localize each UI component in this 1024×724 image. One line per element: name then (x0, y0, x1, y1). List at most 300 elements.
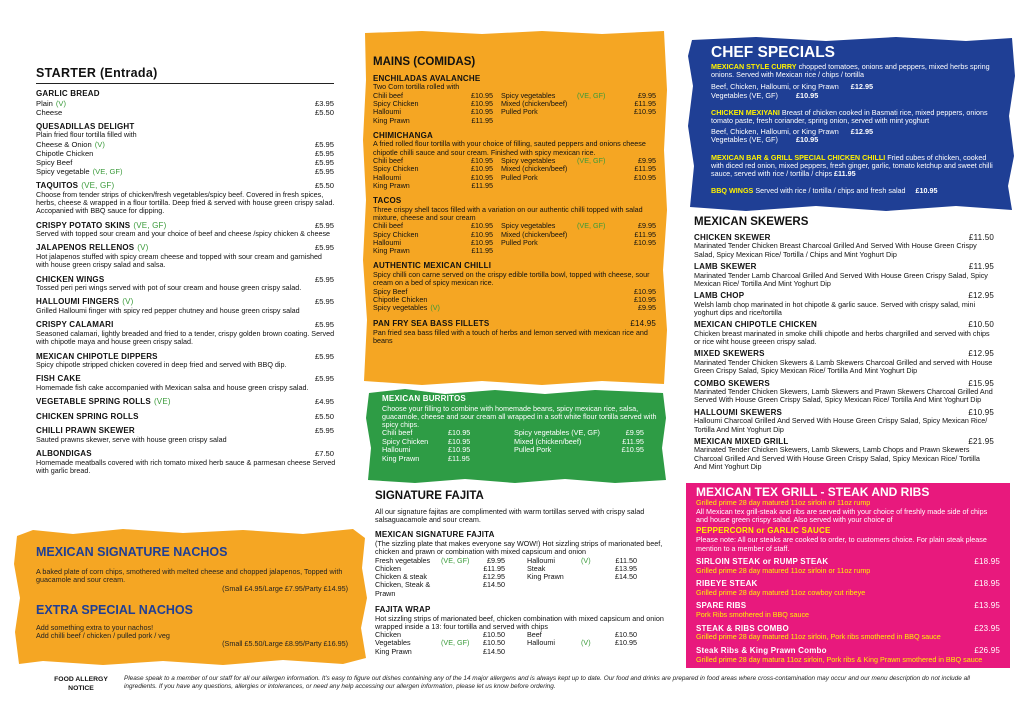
mains-row-tag (577, 100, 619, 108)
starter-item-name: CHICKEN SPRING ROLLS (36, 411, 139, 421)
mains-row-tag: (VE, GF) (577, 90, 606, 100)
starter-item-name: FISH CAKE (36, 374, 81, 384)
starter-item-name: HALLOUMI FINGERS (36, 297, 120, 307)
starter-line-label: Chipotle Chicken (36, 148, 94, 158)
starter-line-tag: (V) (94, 139, 105, 149)
starter-item (36, 374, 336, 392)
allergy-text: Please speak to a member of our staff for all our allergen information. It's easy to figure out dishes containing any of the 14 major allergens and is always kept up to date. Our food and drinks are prepared in food areas where cross-contamination may occur and our menu description do not include all ingredients. If you have any questions, allergies or intolerances, or need any help accessing our allergen information, please let us know before ordering. (124, 675, 970, 691)
fajita-row-tag2 (581, 565, 597, 573)
nachos-price: (Small £4.95/Large £7.95/Party £14.95) (222, 583, 348, 593)
starter-item-name: CRISPY POTATO SKINS (36, 220, 131, 230)
fajita-row-item: Chicken, Steak & Prawn (375, 580, 431, 598)
starter-item-name: JALAPENOS RELLENOS (36, 243, 135, 253)
skewers-title: MEXICAN SKEWERS (694, 216, 809, 228)
starter-item-name-wrap (36, 89, 100, 99)
allergy-label-2: NOTICE (68, 684, 94, 692)
allergy-label (48, 676, 114, 694)
starter-item-name-wrap (36, 397, 171, 407)
tex-price: £26.95 (974, 645, 1000, 655)
mains-row-tag (577, 165, 619, 173)
chef-i1-desc: chopped tomatoes, onions and peppers, mixed herbs spring onions. Served with Mexican rice / chips / tortilla (711, 61, 990, 80)
tex-name: STEAK & RIBS COMBO (696, 623, 789, 633)
skewer-desc: Marinated Tender Lamb Charcoal Grilled And Served With House Green Crispy Salad, Spicy Mexican Rice/ Tortilla And Mint Yoghurt Dip (694, 270, 988, 288)
mains-row-price2: £10.95 (634, 107, 656, 117)
starter-line-label-wrap (36, 149, 93, 158)
mains-row-gap (493, 165, 501, 173)
mains-row-price: £10.95 (471, 98, 493, 108)
mains-row-price: £10.95 (471, 90, 493, 100)
burrito-row-price: £10.95 (448, 428, 471, 438)
starter-item-price: £5.95 (314, 426, 334, 436)
skewer-item (694, 233, 994, 259)
mains-row-tag (577, 117, 619, 125)
burrito-row-price2 (614, 455, 644, 463)
fajita-row-price: £11.95 (483, 563, 505, 573)
skewer-price: £12.95 (968, 291, 994, 301)
starter-line-label: Cheese (36, 107, 63, 117)
fajita-row-item: Chicken & steak (375, 572, 427, 582)
extra-nachos-title: EXTRA SPECIAL NACHOS (36, 602, 193, 617)
fajita-row-price2: £14.50 (615, 572, 637, 582)
mains-row-price: £11.95 (471, 115, 493, 125)
starter-line-label-wrap (36, 158, 72, 167)
starter-item-line (36, 108, 336, 117)
mains-row-price2: £10.95 (634, 172, 656, 182)
tex-price: £23.95 (974, 623, 1000, 633)
fajita-s1-desc: (The sizzling plate that makes everyone say WOW!) Hot sizzling strips of marionated beef, chicken and prawn or combination with mixed capsicum and onion (375, 538, 663, 557)
fajita-row (375, 648, 665, 656)
mains-row-price2: £11.95 (634, 98, 656, 108)
mains-row (373, 174, 656, 182)
mains-dish-name: CHIMICHANGA (373, 130, 433, 140)
tex-list (696, 558, 1000, 664)
chef-i3-name: MEXICAN BAR & GRILL SPECIAL CHICKEN CHILLI (711, 152, 886, 162)
starter-item-name: QUESADILLAS DELIGHT (36, 121, 135, 131)
starter-line-price: £5.95 (314, 167, 334, 177)
starter-line-label-wrap (36, 99, 66, 108)
chef-i4-desc: Served with rice / tortilla / chips and fresh salad (753, 186, 906, 196)
skewer-price: £11.95 (968, 261, 994, 271)
skewer-desc: Marinated Tender Chicken Skewers & Lamb Skewers Charcoal Grilled and served with House Green Crispy Salad, Spicy Mexican Rice/ Tortilla And Mint Yoghurt Dip (694, 358, 993, 376)
fajita-row-item2: Beef (527, 630, 542, 640)
mains-row-price2: £9.95 (638, 90, 656, 100)
mains-row-price: £10.95 (471, 155, 493, 165)
tex-name: SIRLOIN STEAK or RUMP STEAK (696, 556, 829, 566)
chef-title: CHEF SPECIALS (711, 44, 836, 61)
fajita-s2-rows (375, 631, 665, 656)
starter-item-desc: Choose from tender strips of chicken/fresh vegetables/spicy beef. Covered in fresh spices, herbs, cheese & wrapped in a flour tortilla. Deep fried & served with house green crispy salad. Accopanied with BBQ sauce for dipping. (36, 189, 335, 216)
chef-i3-price: £11.95 (834, 169, 856, 179)
skewer-price: £10.95 (968, 407, 994, 417)
starter-item-price: £4.95 (314, 397, 334, 407)
chef-i2-ap: £12.95 (850, 126, 874, 136)
fajita-row-tag2 (581, 573, 597, 581)
mains-row-item: Chili beef (373, 221, 403, 231)
chilli-row-label: Spicy vegetables (373, 303, 428, 313)
starter-item-price: £5.50 (314, 181, 334, 191)
mains-row (373, 247, 656, 255)
skewer-name: LAMB SKEWER (694, 261, 757, 271)
skewer-desc: Halloumi Charcoal Grilled And Served With House Green Crispy Salad, Spicy Mexican Rice/ Tortilla And Mint Yoghurt Dip (694, 416, 988, 434)
skewer-item (694, 408, 994, 434)
starter-item-tag: (V) (137, 243, 149, 253)
mains-title: MAINS (COMIDAS) (373, 56, 476, 68)
fajita-row-tag (441, 573, 475, 581)
starter-item-desc: Grilled Halloumi finger with spicy red pepper chutney and house green crispy salad (36, 306, 300, 316)
chef-section (711, 44, 1001, 196)
starter-item-desc: Tossed peri peri wings served with pot of sour cream and house green crispy salad. (36, 283, 302, 293)
mains-row-price2: £9.95 (638, 155, 656, 165)
starter-item-price: £5.50 (314, 411, 334, 421)
starter-item-line (36, 167, 336, 176)
starter-item (36, 449, 336, 475)
mains-row-item2 (501, 247, 577, 255)
chef-i2-name: CHICKEN MEXIYANI (711, 108, 780, 118)
fajita-row-item2: Halloumi (527, 638, 555, 648)
tex-item (696, 602, 1000, 619)
fajita-row-price: £14.50 (483, 580, 505, 590)
starter-section (36, 66, 336, 480)
starter-line-label-wrap (36, 108, 62, 117)
mains-row-gap (493, 231, 501, 239)
mains-row-item2: Spicy vegetables (501, 90, 556, 100)
mains-row-price: £10.95 (471, 237, 493, 247)
skewer-name: COMBO SKEWERS (694, 378, 770, 388)
tex-item (696, 580, 1000, 597)
tex-price: £13.95 (974, 601, 1000, 611)
skewer-price: £11.50 (968, 232, 994, 242)
mains-dish-desc: Two Corn tortilla rolled with (373, 82, 460, 92)
mains-row (373, 239, 656, 247)
mains-row-item2: Mixed (chicken/beef) (501, 229, 568, 239)
starter-item-name: CHICKEN WINGS (36, 274, 105, 284)
mains-row-item2 (501, 182, 577, 190)
burrito-row-gap (500, 429, 514, 437)
starter-item-name: TAQUITOS (36, 181, 79, 191)
burrito-row-item: Chili beef (382, 428, 413, 438)
mains-row-item: Chili beef (373, 155, 403, 165)
mains-row-price: £10.95 (471, 229, 493, 239)
starter-item (36, 181, 336, 215)
fajita-row-price2 (597, 648, 637, 656)
fajita-row-tag: (VE, GF) (441, 555, 470, 565)
fajita-row-tag (441, 581, 475, 598)
mains-row-item: Halloumi (373, 107, 401, 117)
starter-line-label-wrap (36, 167, 123, 176)
fajita-row-price: £12.95 (483, 572, 505, 582)
starter-item-line (36, 140, 336, 149)
starter-item-price: £5.95 (314, 243, 334, 253)
burrito-row-item: Halloumi (382, 445, 411, 455)
mains-row-price: £10.95 (471, 172, 493, 182)
fajita-row-gap (505, 639, 527, 647)
mains-dish-desc: Three crispy shell tacos filled with a variation on our authentic chilli topped with salad mixture, cheese and sour cream (373, 204, 643, 222)
mains-row (373, 108, 656, 116)
skewer-desc: Marinated Tender Chicken Skewers, Lamb Skewers, Lamb Chops and Prawn Skewers Charcoal Grilled And Served With House Green Crispy Salad, Spicy Mexican Rice/ Tortilla And Mint Yoghurt Dip (694, 445, 980, 472)
fajita-row-price2: £13.95 (615, 563, 637, 573)
fajita-row-price: £10.50 (483, 630, 505, 640)
starter-line-tag: (VE, GF) (92, 167, 123, 177)
fajita-row-price2 (597, 581, 637, 598)
mains-row-item: Chili beef (373, 90, 403, 100)
fajita-row (375, 639, 665, 647)
mains-row-item: Halloumi (373, 237, 401, 247)
burrito-row-item2: Mixed (chicken/beef) (514, 436, 582, 446)
burrito-row-gap (500, 455, 514, 463)
mains-dish (373, 74, 656, 125)
starter-item (36, 221, 336, 239)
tex-desc: Grilled prime 28 day matured 11oz sirloin, Pork ribs smothered in BBQ sauce (696, 632, 941, 642)
fajita-row-gap (505, 581, 527, 598)
mains-row-item2: Pulled Pork (501, 237, 538, 247)
starter-line-label: Spicy vegetable (36, 167, 90, 177)
burritos-title: MEXICAN BURRITOS (382, 394, 466, 403)
mains-row-price2: £11.95 (634, 164, 656, 174)
burrito-row (382, 446, 657, 454)
nachos-desc: A baked plate of corn chips, smothered with melted cheese and chopped jalapenos, Topped with guacamole and sour cream. (36, 567, 343, 585)
starter-line-price: £3.95 (314, 98, 334, 108)
fajita-row-item: Fresh vegetables (375, 555, 431, 565)
tex-note: Please note: All our steaks are cooked to order, to customers choice. For plain steak please mention to a member of staff. (696, 535, 987, 553)
skewer-price: £21.95 (968, 436, 994, 446)
chef-i2-b: Vegetables (VE, GF) (711, 135, 778, 145)
fajita-row (375, 581, 665, 598)
mains-row-item2: Pulled Pork (501, 172, 538, 182)
mains-row-gap (493, 117, 501, 125)
mains-row-item: Spicy Chicken (373, 229, 419, 239)
mains-row-gap (493, 247, 501, 255)
mains-dish-desc: A fried rolled flour tortilla with your choice of filling, sauted peppers and onions cheese chipotle chilli sauce and sour cream. Finished with spicy mexican rice. (373, 139, 646, 157)
fajita-row-price2: £10.50 (615, 630, 637, 640)
skewer-desc: Marinated Tender Chicken Skewers, Lamb Skewers and Prawn Skewers Charcoal Grilled And Served With House Green Crispy Salad, Spicy Mexican Rice/ Tortilla And Mint Yoghurt Dip (694, 387, 993, 405)
tex-name: Steak Ribs & King Prawn Combo (696, 645, 827, 655)
mains-row-item2: Mixed (chicken/beef) (501, 164, 568, 174)
burritos-desc: Choose your filling to combine with homemade beans, spicy mexican rice, salsa, guacamole, cheese and sour cream all wrapped in a soft white flour tortilla served with spicy chips. (382, 403, 657, 430)
skewer-desc: Chicken breast marinated in smoke chilli chipotle and herbs chargrilled and served with chips or rice wiht house greeen crispy salad. (694, 328, 990, 347)
fajita-row-item: Chicken (375, 630, 401, 640)
mains-row-tag (577, 231, 619, 239)
skewer-desc: Marinated Tender Chicken Breast Charcoal Grilled And Served With House Green Crispy Salad, Spicy Mexican Rice/ Tortilla / Chips and Mint Yoghurt Dip (694, 241, 977, 259)
starter-line-tag: (V) (55, 98, 67, 108)
skewer-item (694, 291, 994, 317)
starter-item-price: £5.95 (314, 297, 334, 307)
chilli-row-label-wrap (373, 304, 443, 312)
starter-item-line (36, 158, 336, 167)
skewer-name: CHICKEN SKEWER (694, 232, 771, 242)
starter-list (36, 89, 336, 475)
skewer-price: £15.95 (968, 378, 994, 388)
burrito-row-item2: Pulled Pork (514, 445, 552, 455)
extra-nachos-desc-b: Add chilli beef / chicken / pulled pork / veg (36, 631, 170, 641)
starter-item-head (36, 89, 336, 99)
skewers-section (694, 216, 994, 474)
nachos-section (36, 545, 348, 649)
chilli-row-label: Chipotle Chicken (373, 294, 428, 304)
starter-item-price: £5.95 (314, 274, 334, 284)
fajita-row-price: £10.50 (483, 638, 505, 648)
tex-intro2: All Mexican tex grill-steak and ribs are served with your choice of freshly made side of chips and house green crispy salad. Also served with your choice of (696, 506, 988, 524)
extra-nachos-price: (Small £5.50/Large £8.95/Party £16.95) (222, 639, 348, 649)
mains-row-item: King Prawn (373, 115, 410, 125)
starter-item-desc: Served with topped sour cream and your choice of beef and cheese /spicy chicken & cheese (36, 229, 331, 239)
mains-row-item: Spicy Chicken (373, 98, 419, 108)
mains-row-price2: £11.95 (634, 229, 656, 239)
starter-item-desc: Spicy chipotle stripped chicken covered in deep fried and served with BBQ dip. (36, 360, 287, 370)
tex-title: MEXICAN TEX GRILL - STEAK AND RIBS (696, 485, 930, 499)
tex-price: £18.95 (974, 579, 1000, 589)
fajita-row-tag: (VE, GF) (441, 638, 470, 648)
chilli-row-tag: (V) (430, 303, 440, 313)
burrito-row-price: £10.95 (448, 436, 471, 446)
starter-item (36, 397, 336, 407)
fajita-row-item2: King Prawn (527, 572, 564, 582)
starter-item (36, 275, 336, 293)
burrito-row-price2: £9.95 (625, 428, 644, 438)
mains-row-tag: (VE, GF) (577, 221, 606, 231)
starter-item (36, 412, 336, 422)
mains-row-gap (493, 222, 501, 230)
mains-row-tag (577, 108, 619, 116)
fajita-row-tag (441, 565, 475, 573)
fajita-row-item: King Prawn (375, 646, 412, 656)
burrito-row-price: £11.95 (448, 453, 470, 463)
chef-i1-name: MEXICAN STYLE CURRY (711, 61, 797, 71)
mains-row-item2: Mixed (chicken/beef) (501, 98, 568, 108)
fajita-row-price: £9.95 (487, 555, 505, 565)
tex-section (696, 486, 1000, 664)
fajita-section (375, 490, 665, 656)
mains-row-tag (577, 174, 619, 182)
mains-row-price2: £10.95 (634, 237, 656, 247)
starter-item-name: MEXICAN CHIPOTLE DIPPERS (36, 351, 158, 361)
mains-row-item2: Pulled Pork (501, 107, 538, 117)
tex-item (696, 558, 1000, 575)
starter-item (36, 297, 336, 315)
fajita-row-price: £14.50 (483, 646, 505, 656)
starter-item-price: £7.50 (314, 449, 334, 459)
mains-row-tag (577, 182, 619, 190)
skewer-name: MIXED SKEWERS (694, 349, 765, 359)
starter-item-name: CRISPY CALAMARI (36, 320, 114, 330)
burrito-row-item2 (514, 455, 614, 463)
skewer-name: LAMB CHOP (694, 291, 745, 301)
mains-list (373, 74, 656, 256)
mains-row-item: Halloumi (373, 172, 401, 182)
starter-item-name: VEGETABLE SPRING ROLLS (36, 397, 151, 407)
starter-item-desc: Plain fried flour tortilla filled with (36, 130, 137, 140)
burrito-row-price: £10.95 (448, 445, 471, 455)
fajita-s2-title: FAJITA WRAP (375, 604, 431, 614)
starter-item-name-wrap (36, 412, 139, 422)
mains-row-item: King Prawn (373, 180, 410, 190)
mains-row-price: £11.95 (471, 180, 493, 190)
starter-item-head (36, 412, 336, 422)
mains-row-gap (493, 108, 501, 116)
fajita-row-item: Vegetables (375, 638, 411, 648)
burrito-row-price2: £10.95 (621, 445, 644, 455)
starter-line-label: Cheese & Onion (36, 139, 92, 149)
starter-item-line (36, 149, 336, 158)
mains-row-price: £10.95 (471, 164, 493, 174)
starter-line-price: £5.95 (314, 148, 334, 158)
skewer-name: MEXICAN CHIPOTLE CHICKEN (694, 320, 818, 330)
chilli-row-price: £10.95 (634, 286, 656, 296)
starter-line-label: Plain (36, 98, 53, 108)
starter-line-label-wrap (36, 140, 105, 149)
starter-item-desc: Sauted prawns skewer, serve with house green crispy salad (36, 435, 227, 445)
tex-desc: Grilled prime 28 day matured 11oz cowboy cut ribeye (696, 587, 866, 597)
mains-dish (373, 131, 656, 190)
burritos-section (382, 394, 657, 463)
fajita-row-price2: £10.95 (615, 638, 637, 648)
mains-row-price2 (619, 247, 656, 255)
mains-row-item2: Spicy vegetables (501, 155, 556, 165)
chef-i1-b: Vegetables (VE, GF) (711, 90, 778, 100)
fajita-row-tag2 (581, 581, 597, 598)
skewer-price: £12.95 (968, 349, 994, 359)
mains-row-item2: Spicy vegetables (501, 221, 556, 231)
extra-nachos-desc-a: Add something extra to your nachos! (36, 622, 154, 632)
mains-row (373, 117, 656, 125)
starter-item-desc: Homemade meatballs covered with rich tomato mixed herb sauce & parmesan cheese Served with garlic bread. (36, 457, 336, 476)
fajita-row-item: Chicken (375, 563, 401, 573)
starter-item-price: £5.95 (314, 374, 334, 384)
tex-item (696, 647, 1000, 664)
starter-line-label: Spicy Beef (36, 157, 73, 167)
starter-item-tag: (VE) (153, 397, 171, 407)
mains-row-gap (493, 182, 501, 190)
tex-desc: Grilled prime 28 day matura 11oz sirloin, Pork ribs & King Prawn smothered in BBQ sauce (696, 654, 983, 664)
chef-i1-a: Beef, Chicken, Halloumi, or King Prawn (711, 82, 839, 92)
chilli-desc: Spicy chilli con carne served on the crispy edible tortilla bowl, topped with cheese, sour cream on a bed of spicy mexican rice. (373, 269, 650, 288)
chef-i1-ap: £12.95 (850, 82, 874, 92)
starter-item (36, 320, 336, 346)
burrito-row-item: King Prawn (382, 453, 420, 463)
mains-dish-name: ENCHILADAS AVALANCHE (373, 73, 481, 83)
starter-item (36, 122, 336, 176)
skewer-item (694, 262, 994, 288)
mains-row-tag (577, 247, 619, 255)
mains-section (373, 56, 656, 346)
chilli-title: AUTHENTIC MEXICAN CHILLI (373, 261, 492, 271)
tex-intro1: Grilled prime 28 day matured 11oz sirloin or 11oz rump (696, 498, 871, 508)
starter-item-price: £5.95 (314, 351, 334, 361)
chilli-row-price: £9.95 (638, 303, 656, 313)
starter-item (36, 89, 336, 117)
chilli-row (373, 304, 656, 312)
starter-item-line (36, 99, 336, 108)
mains-row-item: Spicy Chicken (373, 164, 419, 174)
mains-row-price2: £9.95 (638, 221, 656, 231)
starter-item-name: GARLIC BREAD (36, 89, 100, 98)
skewer-item (694, 437, 994, 471)
mains-row-gap (493, 174, 501, 182)
starter-line-price: £5.95 (314, 157, 334, 167)
fajita-row-gap (505, 573, 527, 581)
fajita-row-item2 (527, 648, 581, 656)
fajita-row-item2: Steak (527, 563, 546, 573)
tex-desc: Grilled prime 28 day matured 11oz sirloin or 11oz rump (696, 565, 871, 575)
chef-i3-desc: Fried cubes of chicken, cooked with diced red onion, mixed peppers, fresh ginger, garlic, tomato ketchup and sweet chilli sauce, served with rice / tortilla / chips (711, 152, 993, 179)
burrito-row-price2: £11.95 (622, 436, 644, 446)
starter-line-price: £5.95 (314, 139, 334, 149)
skewer-item (694, 349, 994, 375)
starter-item-name: ALBONDIGAS (36, 449, 92, 459)
fajita-row-tag (441, 648, 475, 656)
fajita-row-tag2 (581, 648, 597, 656)
tex-desc: Pork Ribs smothered in BBQ sauce (696, 610, 810, 620)
mains-row-price: £10.95 (471, 221, 493, 231)
